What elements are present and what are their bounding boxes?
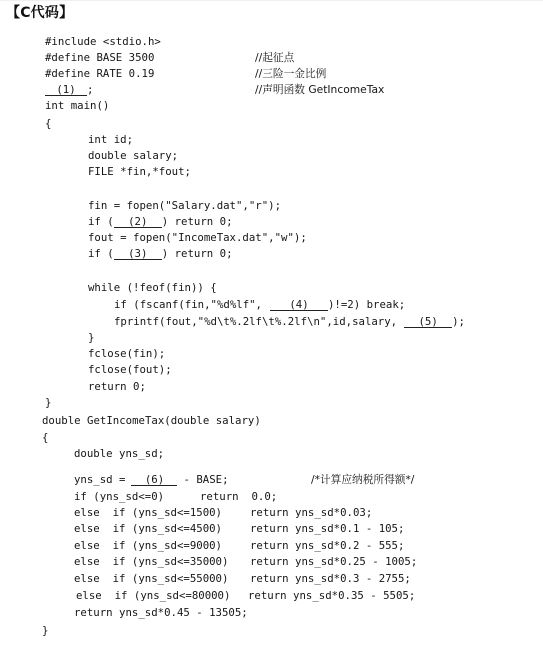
code-line-if-0-return: return 0.0; (200, 490, 278, 503)
comment-rate: //三险一金比例 (255, 67, 327, 80)
code-line-if-3 (88, 248, 233, 260)
code-line-else-2: else if (yns_sd<=4500) (74, 522, 222, 535)
code-line-main-open: { (45, 117, 52, 130)
code-line-func-close: } (42, 624, 49, 637)
yns-head: yns_sd = (74, 473, 126, 486)
fscanf-head: if (fscanf(fin,"%d%lf", (114, 298, 262, 311)
code-line-else-3-return: return yns_sd*0.2 - 555; (250, 539, 405, 552)
code-line-return-0: return 0; (88, 380, 146, 393)
fprintf-tail: ); (452, 315, 465, 328)
yns-tail: - BASE; (183, 473, 229, 486)
blank-6: (6) (131, 474, 177, 486)
code-line-fclose-fin: fclose(fin); (88, 347, 166, 360)
blank-5: (5) (404, 316, 452, 328)
comment-taxable-income: /*计算应纳税所得额*/ (311, 473, 415, 486)
code-line-else-4: else if (yns_sd<=35000) (74, 555, 229, 568)
code-line-main-close: } (45, 396, 52, 409)
if-2-tail: ) return 0; (161, 215, 233, 228)
code-line-while: while (!feof(fin)) { (88, 281, 217, 294)
blank-1: (1) (45, 84, 87, 96)
code-line-else-1: else if (yns_sd<=1500) (74, 506, 222, 519)
code-line-else-6: else if (yns_sd<=80000) (76, 589, 231, 602)
fscanf-tail: )!=2) break; (328, 298, 406, 311)
code-line-decl-yns: double yns_sd; (74, 447, 165, 460)
code-line-else-4-return: return yns_sd*0.25 - 1005; (250, 555, 418, 568)
code-line-fprintf (114, 316, 465, 328)
code-line-decl-id: int id; (88, 133, 134, 146)
code-line-else-5: else if (yns_sd<=55000) (74, 572, 229, 585)
code-line-func-signature: double GetIncomeTax(double salary) (42, 414, 261, 427)
code-line-else-6-return: return yns_sd*0.35 - 5505; (248, 589, 416, 602)
code-line-yns-assign (74, 474, 229, 486)
blank-3: (3) (114, 248, 162, 260)
code-line-func-open: { (42, 431, 49, 444)
top-edge (0, 0, 543, 1)
code-line-define-base: #define BASE 3500 (45, 51, 155, 64)
comment-base: //起征点 (255, 51, 295, 64)
code-line-fclose-fout: fclose(fout); (88, 363, 172, 376)
code-line-else-1-return: return yns_sd*0.03; (250, 506, 373, 519)
code-line-fin-open: fin = fopen("Salary.dat","r"); (88, 199, 282, 212)
code-line-decl-file: FILE *fin,*fout; (88, 165, 191, 178)
code-line-if-0: if (yns_sd<=0) (74, 490, 165, 503)
code-line-decl-salary: double salary; (88, 149, 179, 162)
comment-declare-function: //声明函数 GetIncomeTax (255, 83, 385, 96)
section-heading: 【C代码】 (6, 5, 74, 21)
code-line-fout-open: fout = fopen("IncomeTax.dat","w"); (88, 231, 307, 244)
code-line-else-2-return: return yns_sd*0.1 - 105; (250, 522, 405, 535)
blank-1-tail: ; (87, 83, 94, 96)
code-line-else-3: else if (yns_sd<=9000) (74, 539, 222, 552)
code-line-main-signature: int main() (45, 99, 110, 112)
code-line-define-rate: #define RATE 0.19 (45, 67, 155, 80)
fprintf-head: fprintf(fout,"%d\t%.2lf\t%.2lf\n",id,salary, (114, 315, 398, 328)
code-line-include: #include <stdio.h> (45, 35, 161, 48)
blank-2: (2) (114, 216, 162, 228)
if-3-head: if ( (88, 247, 114, 260)
if-2-head: if ( (88, 215, 114, 228)
code-line-if-2 (88, 216, 233, 228)
code-line-blank-1 (45, 84, 93, 96)
code-line-fscanf (114, 299, 405, 311)
code-line-else-5-return: return yns_sd*0.3 - 2755; (250, 572, 411, 585)
blank-4: (4) (270, 299, 328, 311)
code-line-final-return: return yns_sd*0.45 - 13505; (74, 606, 248, 619)
if-3-tail: ) return 0; (161, 247, 233, 260)
code-line-while-close: } (88, 331, 95, 344)
